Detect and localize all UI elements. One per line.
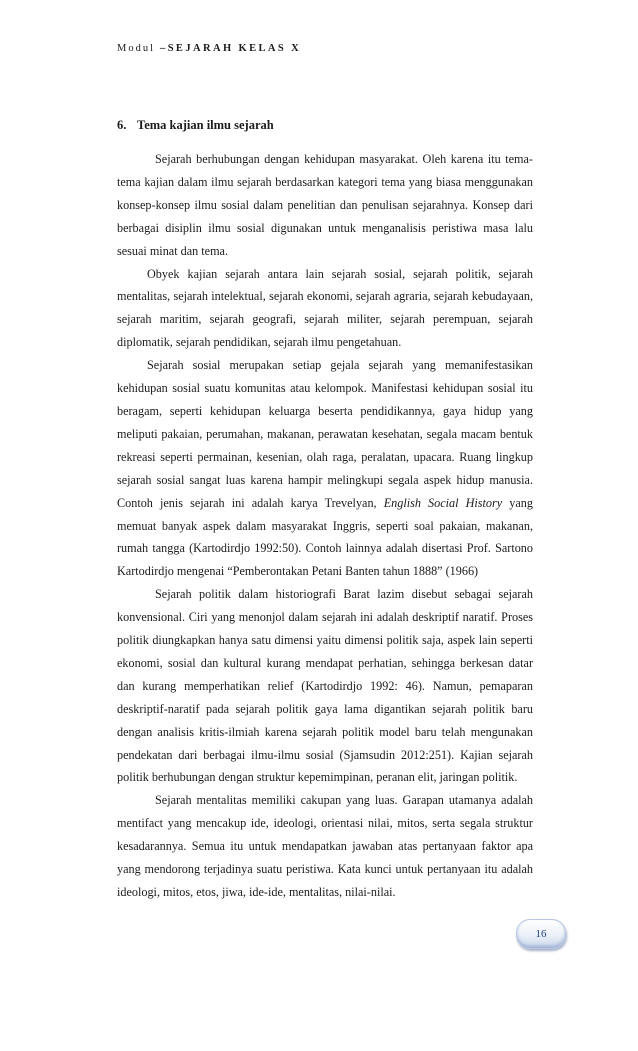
paragraph-mentality-history: Sejarah mentalitas memiliki cakupan yang luas. Garapan utamanya adalah mentifact yang mencakup ide, ideologi, orientasi nilai, mitos, serta segala struktur kesadarannya. Semua itu untuk mendapatkan jawaban atas pertanyaan faktor apa yang mendorong terjadinya suatu peristiwa. Kata kunci untuk pertanyaan itu adalah ideologi, mitos, etos, jiwa, ide-ide, mentalitas, nilai-nilai. [117, 793, 533, 899]
book-title: English Social History [383, 495, 503, 510]
section-heading [117, 118, 274, 133]
body-text [117, 148, 533, 904]
module-subject: –SEJARAH KELAS X [160, 43, 302, 54]
paragraph-objects: Obyek kajian sejarah antara lain sejarah sosial, sejarah politik, sejarah mentalitas, sejarah intelektual, sejarah ekonomi, sejarah agraria, sejarah kebudayaan, sejarah maritim, sejarah geografi, sejarah militer, sejarah perempuan, sejarah diplomatik, sejarah pendidikan, sejarah ilmu pengetahuan. [117, 266, 533, 350]
social-history-text-b: yang memuat banyak aspek dalam masyarakat Inggris, seperti soal pakaian, makanan, rumah tangga (Kartodirdjo 1992:50). Contoh lainnya adalah disertasi Prof. Sartono Kartodirdjo mengenai “Pemberontakan Petani Banten tahun 1888” (1966) [117, 495, 533, 579]
page-number: 16 [535, 928, 547, 940]
running-header [117, 43, 301, 54]
paragraph-social-history [117, 354, 533, 583]
paragraph-political-history: Sejarah politik dalam historiografi Barat lazim disebut sebagai sejarah konvensional. Ciri yang menonjol dalam sejarah ini adalah deskriptif naratif. Proses politik diungkapkan hanya satu dimensi yaitu dimensi politik saja, aspek lain seperti ekonomi, sosial dan kultural kurang mendapat perhatian, sehingga berkesan datar dan kurang memperhatikan relief (Kartodirdjo 1992: 46). Namun, pemaparan deskriptif-naratif pada sejarah politik gaya lama digantikan sejarah politik baru dengan analisis kritis-ilmiah karena sejarah politik model baru telah mengunakan pendekatan dari berbagai ilmu-ilmu sosial (Sjamsudin 2012:251). Kajian sejarah politik berhubungan dengan struktur kepemimpinan, peranan elit, jaringan politik. [117, 587, 533, 785]
social-history-text-a: Sejarah sosial merupakan setiap gejala sejarah yang memanifestasikan kehidupan sosial suatu komunitas atau kelompok. Manifestasi kehidupan sosial itu beragam, seperti kehidupan keluarga beserta pendidikannya, gaya hidup yang meliputi pakaian, perumahan, makanan, perawatan kesehatan, segala macam bentuk rekreasi seperti permainan, kesenian, olah raga, peralatan, upacara. Ruang lingkup sejarah sosial sangat luas karena hampir melingkupi segala aspek hidup manusia. Contoh jenis sejarah ini adalah karya Trevelyan, [117, 358, 533, 510]
section-number: 6. [117, 118, 127, 132]
module-label: Modul [117, 43, 156, 54]
paragraph-intro: Sejarah berhubungan dengan kehidupan masyarakat. Oleh karena itu tema-tema kajian dalam ilmu sejarah berdasarkan kategori tema yang biasa menggunakan konsep-konsep ilmu sosial dalam penelitian dan penulisan sejarahnya. Konsep dari berbagai disiplin ilmu sosial digunakan untuk menganalisis peristiwa masa lalu sesuai minat dan tema. [117, 152, 533, 258]
page-number-badge [516, 919, 566, 949]
section-title: Tema kajian ilmu sejarah [137, 118, 274, 132]
